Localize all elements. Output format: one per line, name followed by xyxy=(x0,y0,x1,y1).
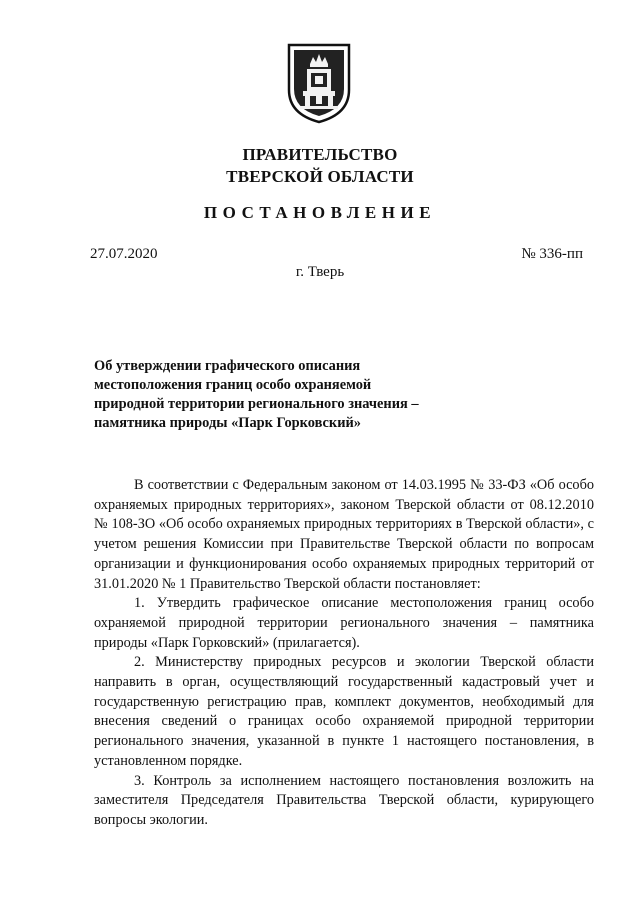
document-type-title: ПОСТАНОВЛЕНИЕ xyxy=(203,203,437,222)
tver-coat-of-arms-icon xyxy=(286,42,352,124)
document-date: 27.07.2020 xyxy=(90,246,158,262)
document-subject xyxy=(94,357,454,433)
subject-line: природной территории регионального значения – xyxy=(94,396,419,412)
organization-name-line2: ТВЕРСКОЙ ОБЛАСТИ xyxy=(226,167,414,186)
preamble-paragraph: В соответствии с Федеральным законом от 14.03.1995 № 33-ФЗ «Об особо охраняемых природных территориях», законом Тверской области от 08.12.2010 № 108-ЗО «Об особо охраняемых природных территориях в Тверской области», с учетом решения Комиссии при Правительстве Тверской области по вопросам организации и функционирования особо охраняемых природных территорий от 31.01.2020 № 1 Правительство Тверской области постановляет: xyxy=(94,477,594,592)
organization-name-line1: ПРАВИТЕЛЬСТВО xyxy=(242,145,398,164)
subject-line: местоположения границ особо охраняемой xyxy=(94,377,372,393)
document-body xyxy=(94,476,594,831)
subject-line: Об утверждении графического описания xyxy=(94,358,361,374)
clause-paragraph-3: 3. Контроль за исполнением настоящего постановления возложить на заместителя Председателя Правительства Тверской области, курирующего вопросы экологии. xyxy=(94,772,594,828)
document-city: г. Тверь xyxy=(295,264,345,280)
clause-paragraph-2: 2. Министерству природных ресурсов и экологии Тверской области направить в орган, осуществляющий государственный кадастровый учет и государственную регистрацию прав, комплект документов, необходимый для внесения сведений о границах особо охраняемой природной территории регионального значения, указанной в пункте 1 настоящего постановления, в установленном порядке. xyxy=(94,654,594,769)
subject-line: памятника природы «Парк Горковский» xyxy=(94,415,361,431)
clause-paragraph-1: 1. Утвердить графическое описание местоположения границ особо охраняемой природной территории регионального значения – памятника природы «Парк Горковский» (прилагается). xyxy=(94,595,594,651)
document-number: № 336-пп xyxy=(521,246,583,262)
